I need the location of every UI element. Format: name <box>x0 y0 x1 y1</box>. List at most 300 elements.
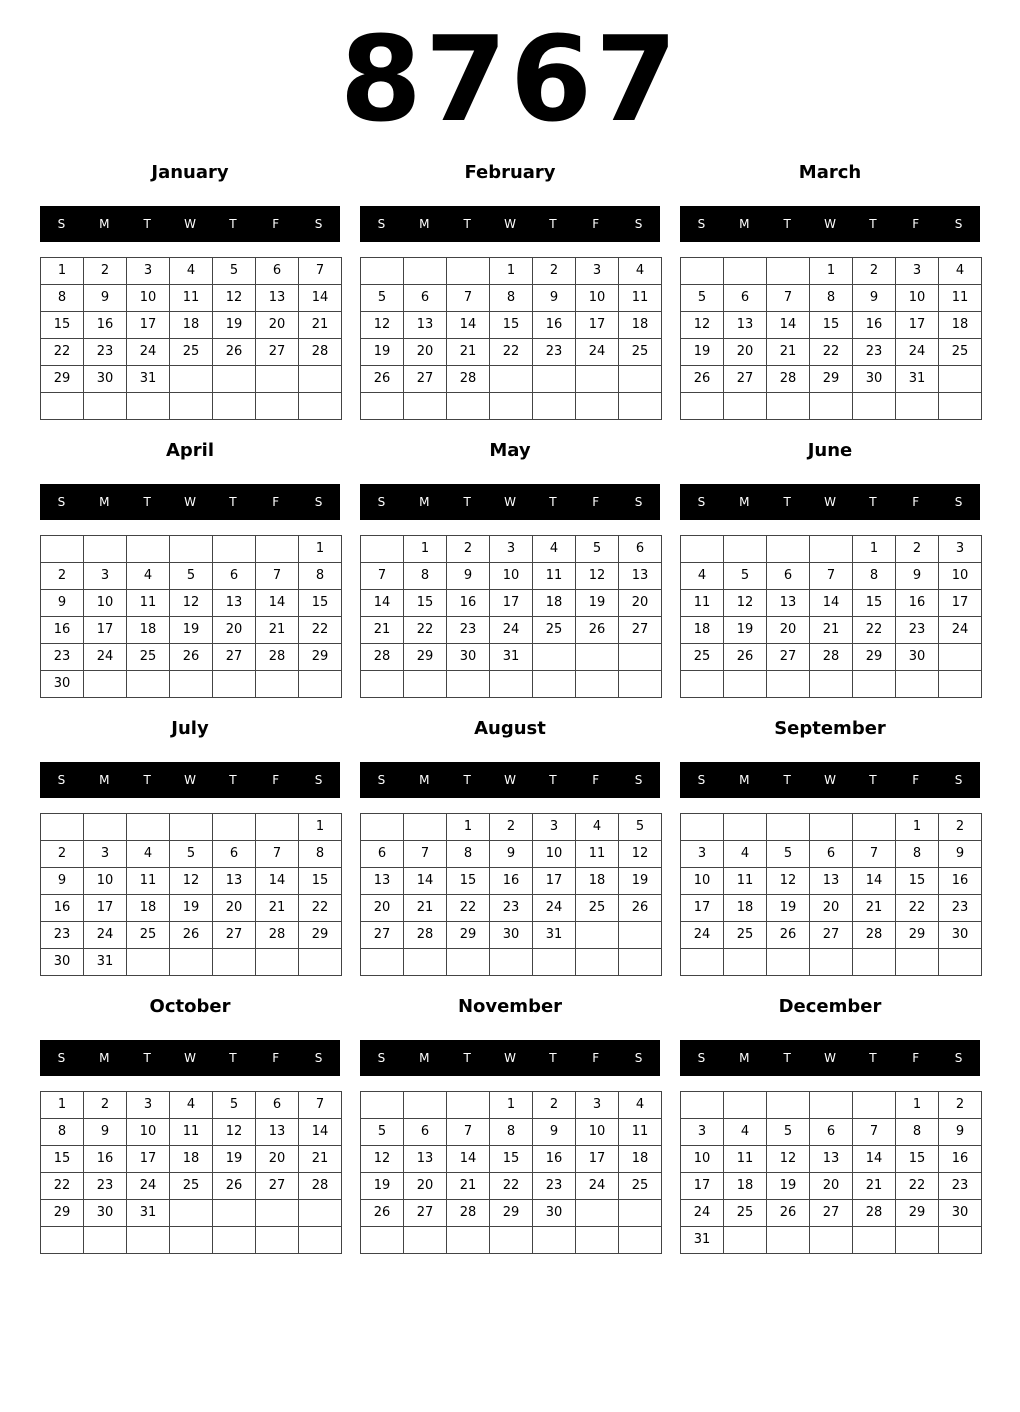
day-cell: 3 <box>533 814 576 841</box>
day-cell: 21 <box>256 617 299 644</box>
day-cell: 2 <box>41 841 84 868</box>
day-cell: 8 <box>810 285 853 312</box>
weekday-label: M <box>739 773 750 787</box>
weekday-label: S <box>954 773 963 787</box>
day-cell <box>810 1227 853 1254</box>
day-cell: 31 <box>84 949 127 976</box>
weekday-label: S <box>57 773 66 787</box>
day-cell <box>299 1227 342 1254</box>
day-cell: 24 <box>533 895 576 922</box>
week-row <box>361 949 662 976</box>
day-cell: 5 <box>576 536 619 563</box>
day-cell: 12 <box>213 285 256 312</box>
day-cell: 1 <box>896 1092 939 1119</box>
day-cell: 2 <box>84 258 127 285</box>
day-cell: 21 <box>447 339 490 366</box>
week-row <box>681 841 982 868</box>
weekday-label: W <box>824 217 836 231</box>
day-cell: 8 <box>896 841 939 868</box>
day-cell: 20 <box>404 339 447 366</box>
week-row <box>361 868 662 895</box>
day-cell: 5 <box>170 841 213 868</box>
day-cell: 4 <box>619 258 662 285</box>
day-cell <box>170 393 213 420</box>
day-cell: 19 <box>361 339 404 366</box>
day-cell: 9 <box>533 1119 576 1146</box>
day-cell: 26 <box>361 366 404 393</box>
day-cell: 11 <box>533 563 576 590</box>
day-cell: 26 <box>213 1173 256 1200</box>
day-cell: 14 <box>361 590 404 617</box>
day-cell <box>767 1227 810 1254</box>
week-row <box>681 949 982 976</box>
day-cell <box>299 366 342 393</box>
weekday-header <box>680 1040 980 1076</box>
weekday-label: S <box>697 217 706 231</box>
weekday-label: S <box>377 1051 386 1065</box>
day-cell: 24 <box>490 617 533 644</box>
day-cell: 13 <box>810 1146 853 1173</box>
day-cell: 18 <box>619 1146 662 1173</box>
day-cell: 4 <box>127 841 170 868</box>
day-cell <box>767 393 810 420</box>
day-cell <box>490 949 533 976</box>
day-cell <box>127 814 170 841</box>
day-cell <box>127 536 170 563</box>
weekday-label: S <box>697 1051 706 1065</box>
day-cell: 21 <box>810 617 853 644</box>
week-row <box>41 1227 342 1254</box>
day-cell <box>213 814 256 841</box>
day-cell: 1 <box>299 536 342 563</box>
day-cell: 6 <box>213 841 256 868</box>
day-cell <box>84 536 127 563</box>
day-cell: 7 <box>299 258 342 285</box>
day-cell: 15 <box>447 868 490 895</box>
day-cell <box>447 1227 490 1254</box>
day-cell <box>213 393 256 420</box>
day-cell <box>256 393 299 420</box>
weekday-label: W <box>824 1051 836 1065</box>
weekday-label: T <box>549 217 557 231</box>
day-cell: 23 <box>853 339 896 366</box>
day-cell <box>619 1227 662 1254</box>
day-cell: 7 <box>447 285 490 312</box>
week-row <box>361 1119 662 1146</box>
day-cell <box>853 1092 896 1119</box>
day-cell <box>490 671 533 698</box>
weekday-header <box>680 206 980 242</box>
day-cell: 28 <box>256 922 299 949</box>
weekday-label: T <box>143 1051 151 1065</box>
day-cell: 11 <box>939 285 982 312</box>
day-cell: 30 <box>939 922 982 949</box>
day-cell: 29 <box>299 922 342 949</box>
week-row <box>681 258 982 285</box>
day-cell: 20 <box>213 617 256 644</box>
day-cell: 18 <box>127 617 170 644</box>
day-cell: 24 <box>127 339 170 366</box>
day-cell <box>810 814 853 841</box>
week-row <box>41 536 342 563</box>
day-cell <box>576 393 619 420</box>
weekday-label: F <box>272 217 280 231</box>
day-cell: 12 <box>767 868 810 895</box>
weekday-label: F <box>912 773 920 787</box>
weekday-label: M <box>99 773 110 787</box>
day-cell <box>853 949 896 976</box>
weekday-label: T <box>549 773 557 787</box>
day-cell <box>213 1227 256 1254</box>
day-cell: 14 <box>447 312 490 339</box>
day-cell: 22 <box>447 895 490 922</box>
day-cell <box>213 671 256 698</box>
day-cell: 6 <box>404 285 447 312</box>
day-cell: 10 <box>576 285 619 312</box>
day-cell: 22 <box>404 617 447 644</box>
weekday-label: T <box>143 495 151 509</box>
day-cell: 13 <box>256 1119 299 1146</box>
day-cell: 29 <box>299 644 342 671</box>
day-cell: 10 <box>127 1119 170 1146</box>
month-name: March <box>798 162 862 183</box>
day-cell: 14 <box>299 285 342 312</box>
day-cell <box>810 536 853 563</box>
day-cell: 9 <box>447 563 490 590</box>
day-cell: 5 <box>619 814 662 841</box>
day-cell: 13 <box>767 590 810 617</box>
week-row <box>41 393 342 420</box>
day-cell: 21 <box>853 1173 896 1200</box>
day-cell: 24 <box>84 644 127 671</box>
day-cell: 23 <box>939 895 982 922</box>
day-cell: 1 <box>41 1092 84 1119</box>
day-cell <box>404 1227 447 1254</box>
day-cell <box>127 671 170 698</box>
week-row <box>41 1173 342 1200</box>
week-row <box>361 671 662 698</box>
day-cell <box>619 366 662 393</box>
weekday-label: W <box>824 495 836 509</box>
day-cell: 15 <box>41 312 84 339</box>
weekday-label: T <box>783 495 791 509</box>
day-cell: 9 <box>84 1119 127 1146</box>
day-cell: 3 <box>939 536 982 563</box>
day-cell: 4 <box>533 536 576 563</box>
day-cell: 23 <box>533 1173 576 1200</box>
day-cell <box>41 814 84 841</box>
day-cell: 26 <box>724 644 767 671</box>
day-cell: 22 <box>490 339 533 366</box>
month-name: October <box>149 996 231 1017</box>
day-cell <box>170 671 213 698</box>
day-cell <box>361 1227 404 1254</box>
day-cell: 27 <box>256 1173 299 1200</box>
day-cell: 27 <box>810 922 853 949</box>
weekday-label: W <box>504 217 516 231</box>
weekday-header <box>680 484 980 520</box>
week-row <box>41 339 342 366</box>
day-cell: 25 <box>939 339 982 366</box>
day-cell: 28 <box>853 922 896 949</box>
week-row <box>361 1173 662 1200</box>
day-cell: 18 <box>576 868 619 895</box>
day-cell: 9 <box>41 590 84 617</box>
day-cell <box>84 1227 127 1254</box>
day-cell <box>84 671 127 698</box>
weekday-label: F <box>592 495 600 509</box>
weekday-label: T <box>783 773 791 787</box>
day-cell <box>939 671 982 698</box>
day-cell: 2 <box>939 1092 982 1119</box>
week-row <box>41 671 342 698</box>
day-cell: 22 <box>299 895 342 922</box>
day-cell: 19 <box>170 617 213 644</box>
day-cell <box>724 949 767 976</box>
weekday-label: W <box>504 773 516 787</box>
day-cell: 3 <box>84 563 127 590</box>
day-cell: 27 <box>619 617 662 644</box>
day-cell: 25 <box>619 1173 662 1200</box>
weekday-label: S <box>377 495 386 509</box>
day-cell: 10 <box>681 1146 724 1173</box>
weekday-label: S <box>57 495 66 509</box>
day-cell: 8 <box>490 1119 533 1146</box>
day-cell: 14 <box>447 1146 490 1173</box>
weekday-label: S <box>634 495 643 509</box>
day-cell: 28 <box>256 644 299 671</box>
weekday-label: S <box>697 495 706 509</box>
day-cell: 29 <box>404 644 447 671</box>
month-name: December <box>778 996 882 1017</box>
day-cell: 24 <box>127 1173 170 1200</box>
day-cell: 10 <box>84 590 127 617</box>
day-cell: 7 <box>447 1119 490 1146</box>
day-cell: 29 <box>41 1200 84 1227</box>
day-cell <box>619 671 662 698</box>
day-cell: 29 <box>853 644 896 671</box>
weekday-label: T <box>463 495 471 509</box>
weekday-header <box>40 762 340 798</box>
day-cell: 29 <box>896 1200 939 1227</box>
day-cell: 31 <box>127 366 170 393</box>
month-name: August <box>474 718 546 739</box>
day-cell <box>767 1092 810 1119</box>
day-cell: 23 <box>447 617 490 644</box>
weekday-label: S <box>314 1051 323 1065</box>
day-cell: 6 <box>361 841 404 868</box>
day-cell <box>84 393 127 420</box>
day-cell: 12 <box>361 1146 404 1173</box>
day-cell: 6 <box>767 563 810 590</box>
weekday-label: T <box>549 1051 557 1065</box>
day-grid <box>680 535 982 698</box>
day-cell <box>256 814 299 841</box>
day-cell: 27 <box>404 1200 447 1227</box>
day-cell <box>853 393 896 420</box>
day-cell <box>361 536 404 563</box>
day-cell: 13 <box>361 868 404 895</box>
day-cell: 3 <box>576 258 619 285</box>
day-cell: 13 <box>619 563 662 590</box>
day-cell: 21 <box>404 895 447 922</box>
day-cell: 26 <box>767 922 810 949</box>
weekday-label: T <box>229 773 237 787</box>
day-cell: 20 <box>619 590 662 617</box>
day-cell: 19 <box>170 895 213 922</box>
weekday-label: S <box>314 217 323 231</box>
day-cell: 14 <box>810 590 853 617</box>
day-cell <box>447 258 490 285</box>
day-cell <box>681 393 724 420</box>
day-cell: 21 <box>299 1146 342 1173</box>
week-row <box>361 1146 662 1173</box>
week-row <box>681 814 982 841</box>
day-cell: 19 <box>767 895 810 922</box>
day-cell: 4 <box>170 1092 213 1119</box>
week-row <box>41 312 342 339</box>
day-cell: 2 <box>896 536 939 563</box>
day-cell: 10 <box>127 285 170 312</box>
day-cell: 2 <box>853 258 896 285</box>
day-cell: 22 <box>896 895 939 922</box>
day-cell: 17 <box>127 312 170 339</box>
weekday-label: F <box>592 773 600 787</box>
day-grid <box>680 257 982 420</box>
day-cell <box>619 644 662 671</box>
day-cell <box>533 393 576 420</box>
week-row <box>681 339 982 366</box>
day-cell: 28 <box>404 922 447 949</box>
day-cell: 9 <box>939 841 982 868</box>
week-row <box>361 258 662 285</box>
day-cell: 25 <box>724 922 767 949</box>
weekday-label: T <box>869 495 877 509</box>
day-cell: 15 <box>299 590 342 617</box>
day-cell: 28 <box>810 644 853 671</box>
day-cell: 8 <box>853 563 896 590</box>
weekday-label: S <box>57 1051 66 1065</box>
week-row <box>681 671 982 698</box>
day-cell: 12 <box>213 1119 256 1146</box>
day-cell: 1 <box>404 536 447 563</box>
weekday-label: T <box>229 217 237 231</box>
day-cell <box>853 671 896 698</box>
month-name: April <box>165 440 215 461</box>
day-cell <box>404 393 447 420</box>
day-cell: 9 <box>490 841 533 868</box>
day-cell: 16 <box>490 868 533 895</box>
weekday-label: W <box>504 495 516 509</box>
day-cell: 19 <box>619 868 662 895</box>
day-cell: 25 <box>681 644 724 671</box>
day-cell: 7 <box>853 841 896 868</box>
week-row <box>361 1200 662 1227</box>
day-cell <box>724 1092 767 1119</box>
day-cell: 23 <box>939 1173 982 1200</box>
day-grid <box>680 1091 982 1254</box>
day-cell <box>896 671 939 698</box>
day-cell: 30 <box>533 1200 576 1227</box>
weekday-label: F <box>912 1051 920 1065</box>
day-cell: 18 <box>170 1146 213 1173</box>
day-cell: 3 <box>127 258 170 285</box>
day-cell: 27 <box>767 644 810 671</box>
day-cell <box>361 1092 404 1119</box>
weekday-label: S <box>954 217 963 231</box>
day-cell <box>681 258 724 285</box>
day-cell: 14 <box>256 868 299 895</box>
day-cell: 11 <box>619 285 662 312</box>
day-cell: 23 <box>533 339 576 366</box>
day-cell: 28 <box>299 1173 342 1200</box>
weekday-header <box>40 484 340 520</box>
weekday-header <box>360 762 660 798</box>
day-cell: 22 <box>299 617 342 644</box>
day-cell: 22 <box>41 1173 84 1200</box>
day-cell <box>447 393 490 420</box>
weekday-label: S <box>634 1051 643 1065</box>
day-cell: 5 <box>681 285 724 312</box>
day-grid <box>40 1091 342 1254</box>
day-cell: 26 <box>361 1200 404 1227</box>
weekday-label: S <box>954 495 963 509</box>
weekday-header <box>360 484 660 520</box>
day-cell: 18 <box>170 312 213 339</box>
day-cell: 12 <box>767 1146 810 1173</box>
week-row <box>41 949 342 976</box>
day-cell: 7 <box>256 563 299 590</box>
day-cell: 3 <box>127 1092 170 1119</box>
day-cell: 8 <box>404 563 447 590</box>
day-cell: 18 <box>681 617 724 644</box>
day-cell: 30 <box>939 1200 982 1227</box>
day-cell <box>299 393 342 420</box>
day-cell: 14 <box>299 1119 342 1146</box>
day-cell <box>127 1227 170 1254</box>
day-cell <box>170 1227 213 1254</box>
week-row <box>681 312 982 339</box>
day-cell: 5 <box>213 1092 256 1119</box>
day-cell: 30 <box>447 644 490 671</box>
day-cell: 31 <box>533 922 576 949</box>
day-cell <box>767 536 810 563</box>
day-cell: 17 <box>681 895 724 922</box>
day-cell <box>299 671 342 698</box>
week-row <box>681 366 982 393</box>
day-grid <box>360 257 662 420</box>
day-cell: 4 <box>576 814 619 841</box>
week-row <box>41 285 342 312</box>
day-cell: 4 <box>724 841 767 868</box>
day-cell <box>853 814 896 841</box>
day-cell <box>724 671 767 698</box>
day-cell: 23 <box>896 617 939 644</box>
day-cell: 4 <box>619 1092 662 1119</box>
week-row <box>681 868 982 895</box>
weekday-label: M <box>419 1051 430 1065</box>
day-cell: 20 <box>767 617 810 644</box>
day-cell: 13 <box>404 1146 447 1173</box>
day-cell <box>576 644 619 671</box>
day-cell <box>256 1200 299 1227</box>
day-cell: 26 <box>213 339 256 366</box>
weekday-label: M <box>739 495 750 509</box>
day-cell <box>939 366 982 393</box>
day-cell: 11 <box>576 841 619 868</box>
day-cell <box>170 536 213 563</box>
weekday-label: T <box>463 1051 471 1065</box>
